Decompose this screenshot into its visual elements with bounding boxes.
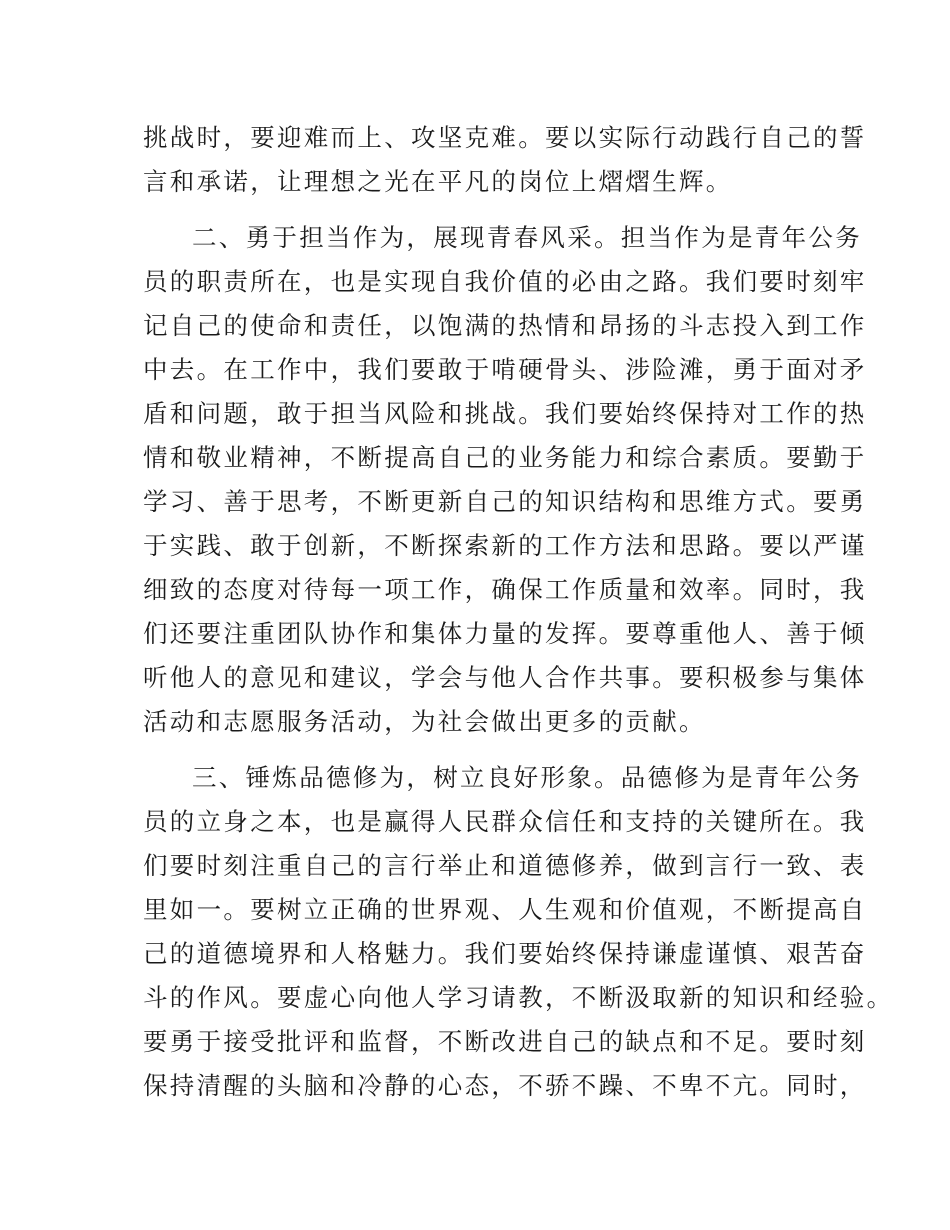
text-line: 中去。在工作中，我们要敢于啃硬骨头、涉险滩，勇于面对矛 [143, 355, 867, 384]
text-line: 情和敬业精神，不断提高自己的业务能力和综合素质。要勤于 [143, 443, 867, 472]
text-line: 于实践、敢于创新，不断探索新的工作方法和思路。要以严谨 [143, 531, 867, 560]
text-line: 学习、善于思考，不断更新自己的知识结构和思维方式。要勇 [143, 487, 867, 516]
text-line: 挑战时，要迎难而上、攻坚克难。要以实际行动践行自己的誓 [143, 123, 867, 152]
text-line: 里如一。要树立正确的世界观、人生观和价值观，不断提高自 [143, 895, 867, 924]
text-line: 要勇于接受批评和监督，不断改进自己的缺点和不足。要时刻 [143, 1027, 867, 1056]
paragraph-3 [143, 756, 894, 1108]
paragraph-1 [143, 116, 867, 204]
text-line: 二、勇于担当作为，展现青春风采。担当作为是青年公务 [192, 223, 862, 252]
document-body [143, 116, 894, 1108]
text-line: 斗的作风。要虚心向他人学习请教，不断汲取新的知识和经验。 [143, 983, 894, 1012]
text-line: 听他人的意见和建议，学会与他人合作共事。要积极参与集体 [143, 663, 867, 692]
text-line: 言和承诺，让理想之光在平凡的岗位上熠熠生辉。 [143, 167, 733, 196]
text-line: 员的职责所在，也是实现自我价值的必由之路。我们要时刻牢 [143, 267, 867, 296]
paragraph-2 [143, 216, 867, 744]
text-line: 活动和志愿服务活动，为社会做出更多的贡献。 [143, 707, 706, 736]
text-line: 三、锤炼品德修为，树立良好形象。品德修为是青年公务 [192, 763, 862, 792]
text-line: 己的道德境界和人格魅力。我们要始终保持谦虚谨慎、艰苦奋 [143, 939, 867, 968]
text-line: 记自己的使命和责任，以饱满的热情和昂扬的斗志投入到工作 [143, 311, 867, 340]
text-line: 细致的态度对待每一项工作，确保工作质量和效率。同时，我 [143, 575, 867, 604]
text-line: 们要时刻注重自己的言行举止和道德修养，做到言行一致、表 [143, 851, 867, 880]
text-line: 保持清醒的头脑和冷静的心态，不骄不躁、不卑不亢。同时， [143, 1071, 867, 1100]
text-line: 盾和问题，敢于担当风险和挑战。我们要始终保持对工作的热 [143, 399, 867, 428]
text-line: 员的立身之本，也是赢得人民群众信任和支持的关键所在。我 [143, 807, 867, 836]
text-line: 们还要注重团队协作和集体力量的发挥。要尊重他人、善于倾 [143, 619, 867, 648]
